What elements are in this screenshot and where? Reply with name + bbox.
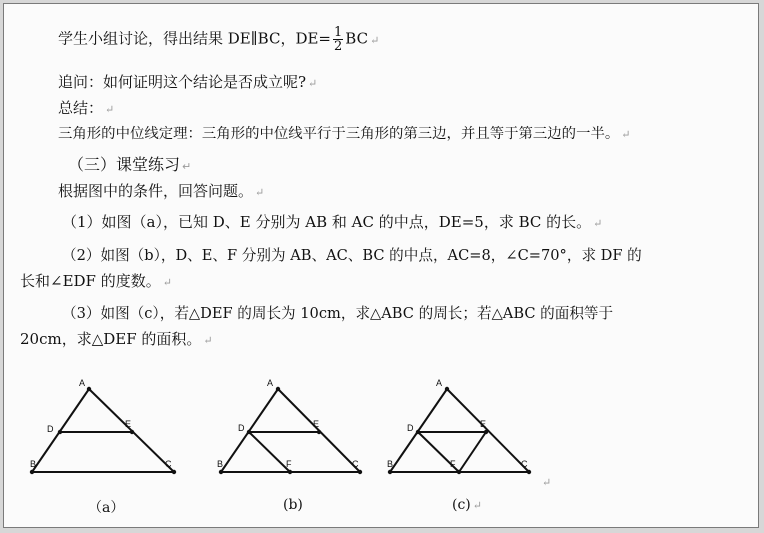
- line-4-text: 三角形的中位线定理：三角形的中位线平行于三角形的第三边，并且等于第三边的一半。: [58, 126, 620, 142]
- figure-c-point-c: [527, 470, 531, 474]
- figure-b-label-c: C: [352, 459, 359, 469]
- figure-c-segment-ef: [459, 432, 486, 472]
- figure-a-point-b: [30, 470, 34, 474]
- line-6-text: 根据图中的条件，回答问题。: [58, 182, 254, 200]
- line-2-text: 追问：如何证明这个结论是否成立呢?: [58, 73, 307, 91]
- figure-c-point-d: [416, 430, 420, 434]
- figure-a-label-a: A: [79, 378, 86, 388]
- paragraph-mark: ↵: [105, 103, 115, 116]
- figure-c-label-b: B: [387, 459, 394, 469]
- paragraph-mark: ↵: [621, 128, 631, 141]
- figure-b-point-c: [358, 470, 362, 474]
- question-1-text: （1）如图（a），已知 D、E 分别为 AB 和 AC 的中点，DE=5，求 BC 的长。: [62, 213, 592, 231]
- figure-a-label-c: C: [165, 459, 172, 469]
- paragraph-mark: ↵: [162, 276, 172, 289]
- figure-b-label-f: F: [286, 459, 292, 469]
- figure-b-point-d: [247, 430, 251, 434]
- figure-b-point-b: [219, 470, 223, 474]
- figure-b-caption: (b): [283, 497, 303, 513]
- figure-c-point-b: [388, 470, 392, 474]
- figure-b-label-e: E: [313, 419, 320, 429]
- question-2-continued: 长和∠EDF 的度数。: [20, 272, 161, 290]
- figure-a-caption: （a）: [88, 500, 125, 516]
- line-3-text: 总结：: [58, 99, 104, 117]
- figure-c-point-a: [445, 387, 449, 391]
- figure-c-label-a: A: [436, 378, 443, 388]
- figure-c-point-e: [484, 430, 488, 434]
- figure-c-caption: [452, 497, 482, 513]
- paragraph-mark: ↵: [370, 33, 380, 47]
- question-3-text: （3）如图（c），若△DEF 的周长为 10cm，求△ABC 的周长；若△ABC 的面积等于: [62, 305, 614, 322]
- paragraph-mark-figures: ↵: [542, 476, 552, 489]
- paragraph-mark: ↵: [255, 186, 265, 199]
- line-1-text: 学生小组讨论，得出结果 DE∥BC，DE=: [58, 29, 331, 48]
- figure-a-label-d: D: [47, 424, 54, 434]
- line-1-tail: BC: [345, 29, 369, 48]
- paragraph-mark: ↵: [182, 160, 192, 173]
- fraction-denominator: 2: [334, 39, 343, 54]
- paragraph-mark: ↵: [203, 334, 213, 347]
- figure-c-point-f: [457, 470, 461, 474]
- paragraph-mark: ↵: [308, 77, 318, 90]
- figure-c-side-ac: [447, 389, 529, 472]
- paragraph-mark: ↵: [593, 217, 603, 230]
- paragraph-mark: ↵: [472, 499, 482, 512]
- figure-a-point-d: [58, 430, 62, 434]
- figure-c-label-d: D: [407, 423, 414, 433]
- question-2-text: （2）如图（b），D、E、F 分别为 AB、AC、BC 的中点，AC=8，∠C=70°，求 DF 的: [62, 247, 642, 264]
- figure-b-label-a: A: [267, 378, 274, 388]
- figure-b-segment-df: [249, 432, 290, 472]
- figure-c-label-f: F: [450, 459, 456, 469]
- figure-a-point-a: [87, 387, 91, 391]
- figure-a-point-c: [172, 470, 176, 474]
- document-page: [3, 3, 759, 528]
- figure-c-caption-text: (c): [452, 497, 471, 513]
- figure-c-label-e: E: [480, 419, 487, 429]
- figure-b-point-e: [317, 430, 321, 434]
- figure-a-label-b: B: [30, 459, 37, 469]
- fraction-numerator: 1: [334, 25, 343, 40]
- question-3-continued: 20cm，求△DEF 的面积。: [20, 330, 202, 348]
- triangle-figures: [4, 4, 760, 529]
- figure-b-label-b: B: [217, 459, 224, 469]
- figure-a-label-e: E: [125, 419, 132, 429]
- figure-b-point-f: [288, 470, 292, 474]
- section-heading-text: （三）课堂练习: [68, 155, 181, 174]
- figure-b-point-a: [276, 387, 280, 391]
- figure-c-label-c: C: [521, 459, 528, 469]
- figure-b-label-d: D: [238, 423, 245, 433]
- figure-a-point-e: [130, 430, 134, 434]
